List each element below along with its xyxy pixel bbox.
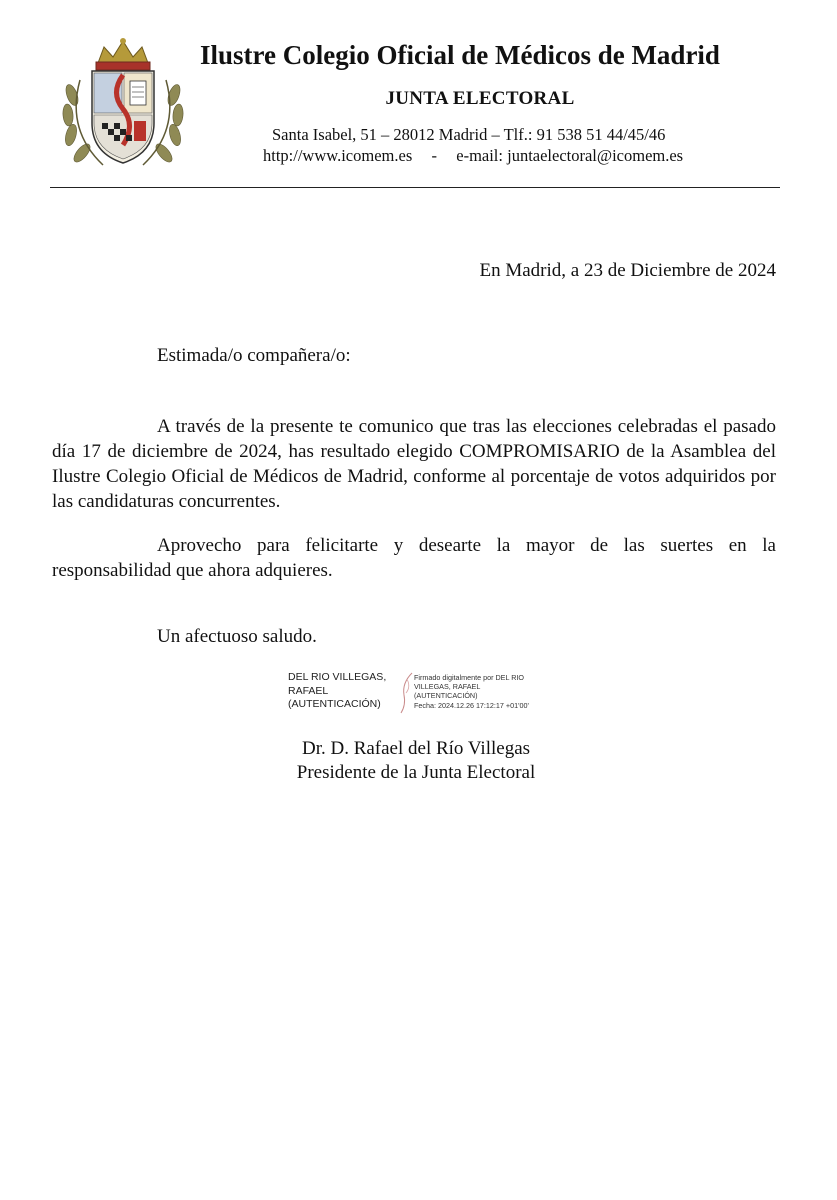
- closing-salutation: Un afectuoso saludo.: [157, 626, 317, 647]
- postal-address: Santa Isabel, 51 – 28012 Madrid – Tlf.: 91 538 51 44/45/46: [272, 125, 666, 144]
- signature-name-line: (AUTENTICACIÓN): [288, 698, 381, 710]
- coat-of-arms-emblem-icon: [58, 35, 188, 175]
- department-name: JUNTA ELECTORAL: [385, 88, 575, 109]
- email-link[interactable]: e-mail: juntaelectoral@icomem.es: [456, 146, 684, 165]
- signer-title: Presidente de la Junta Electoral: [296, 762, 536, 783]
- signer-block: [240, 737, 592, 785]
- body-paragraph-2: Aprovecho para felicitarte y desearte la mayor de las suertes en la responsabilidad que ahora adquieres.: [52, 535, 776, 581]
- signature-detail-line: Fecha: 2024.12.26 17:12:17 +01'00': [414, 700, 529, 710]
- contact-separator: -: [431, 146, 437, 165]
- body-paragraph-1: A través de la presente te comunico que tras las elecciones celebradas el pasado día 17 de diciembre de 2024, has resultado elegido COMPROMISARIO de la Asamblea del Ilustre Colegio Oficial de Médicos de Madrid, conforme al porcentaje de votos adquiridos por las candidaturas concurrentes.: [52, 416, 776, 512]
- signature-name: [288, 671, 386, 712]
- signature-details: [414, 673, 529, 710]
- digital-signature: [288, 671, 548, 719]
- date-line: En Madrid, a 23 de Diciembre de 2024: [479, 260, 776, 281]
- website-link[interactable]: http://www.icomem.es: [263, 146, 413, 165]
- contact-line: [263, 146, 683, 166]
- greeting: Estimada/o compañera/o:: [157, 345, 351, 366]
- signer-name: Dr. D. Rafael del Río Villegas: [301, 738, 531, 759]
- signature-detail-line: VILLEGAS, RAFAEL: [414, 682, 481, 692]
- signature-detail-line: (AUTENTICACIÓN): [414, 691, 478, 701]
- signature-name-line: RAFAEL: [288, 684, 329, 697]
- organization-name: Ilustre Colegio Oficial de Médicos de Madrid: [200, 40, 720, 70]
- signature-name-line: DEL RIO VILLEGAS,: [288, 671, 387, 683]
- header-divider: [50, 187, 780, 188]
- signature-detail-line: Firmado digitalmente por DEL RIO: [414, 673, 524, 682]
